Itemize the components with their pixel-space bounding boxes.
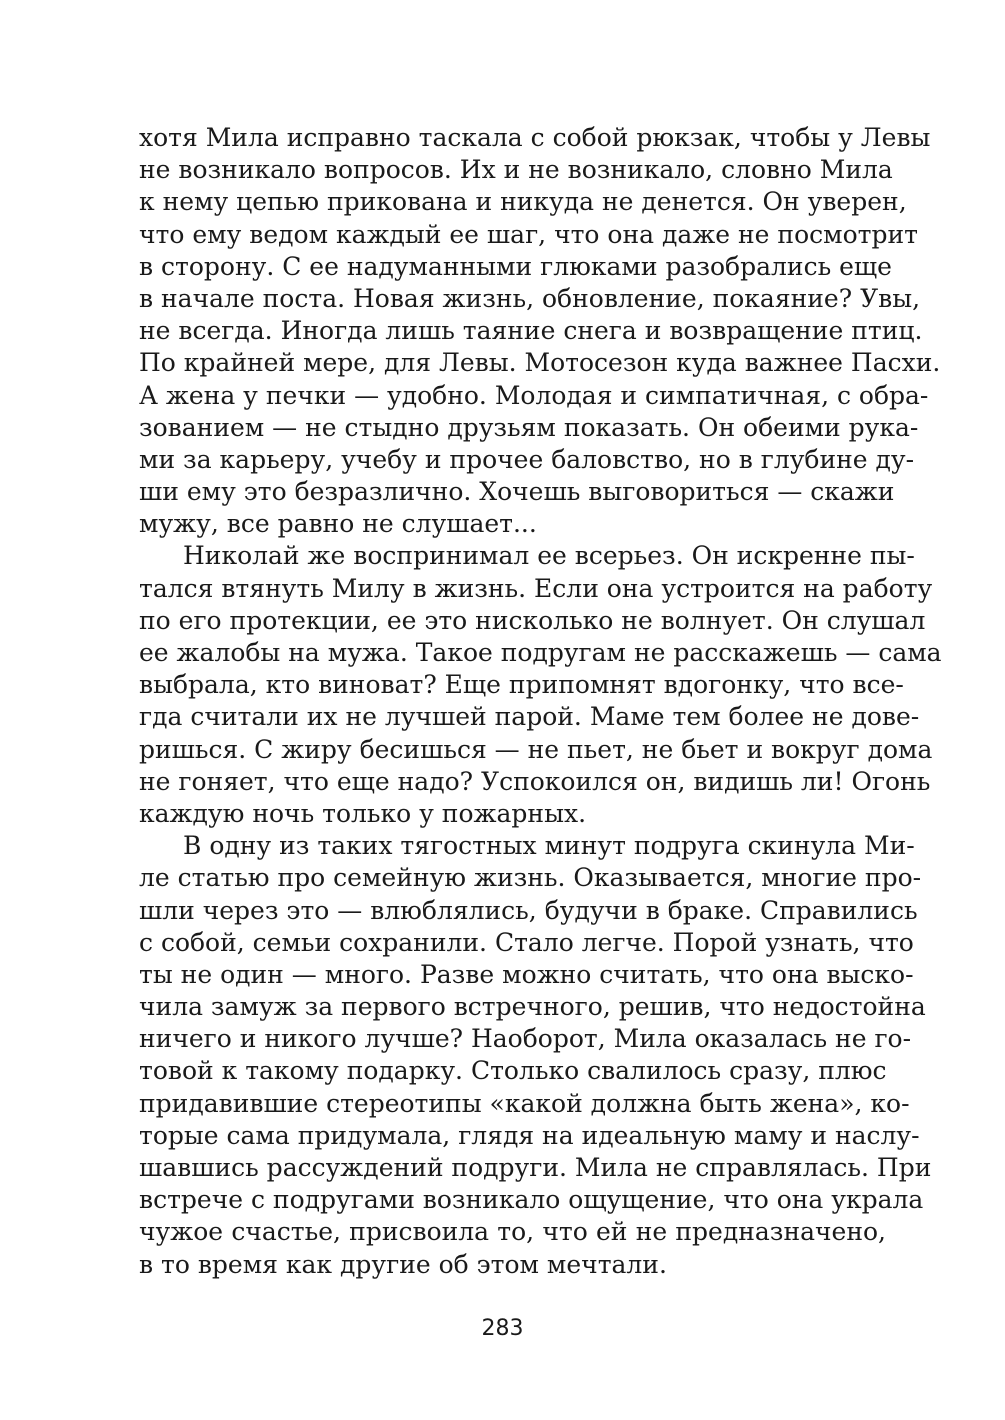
text-line: В одну из таких тягостных минут подруга скинула Ми- xyxy=(183,831,915,861)
text-line: не всегда. Иногда лишь таяние снега и возвращение птиц. xyxy=(139,316,923,346)
text-line: каждую ночь только у пожарных. xyxy=(139,798,587,828)
text-line: по его протекции, ее это нисколько не волнует. Он слушал xyxy=(139,605,926,635)
text-line: мужу, все равно не слушает... xyxy=(139,509,537,539)
paragraph xyxy=(139,122,941,540)
text-line: ришься. С жиру бесишься — не пьет, не бьет и вокруг дома xyxy=(139,734,933,764)
text-line: шавшись рассуждений подруги. Мила не справлялась. При xyxy=(139,1153,932,1182)
page-body xyxy=(139,122,942,1281)
text-line: ле статью про семейную жизнь. Оказывается, многие про- xyxy=(139,863,922,893)
text-line: зованием — не стыдно друзьям показать. Он обеими рука- xyxy=(139,412,919,442)
text-line: шли через это — влюблялись, будучи в браке. Справились xyxy=(139,895,918,925)
text-line: А жена у печки — удобно. Молодая и симпатичная, с обра- xyxy=(139,380,929,410)
paragraph xyxy=(139,830,932,1281)
text-line: встрече с подругами возникало ощущение, что она украла xyxy=(139,1185,924,1215)
text-line: хотя Мила исправно таскала с собой рюкзак, чтобы у Левы xyxy=(139,123,931,152)
text-line: ши ему это безразлично. Хочешь выговориться — скажи xyxy=(139,477,895,507)
text-line: ничего и никого лучше? Наоборот, Мила оказалась не го- xyxy=(139,1024,912,1054)
text-line: чила замуж за первого встречного, решив, что недостойна xyxy=(139,992,926,1022)
text-line: тался втянуть Милу в жизнь. Если она устроится на работу xyxy=(139,573,933,603)
text-line: что ему ведом каждый ее шаг, что она даже не посмотрит xyxy=(139,219,918,249)
text-line: гда считали их не лучшей парой. Маме тем более не дове- xyxy=(139,702,920,732)
text-line: в сторону. С ее надуманными глюками разобрались еще xyxy=(139,251,892,281)
text-line: не возникало вопросов. Их и не возникало, словно Мила xyxy=(139,155,893,185)
text-line: ми за карьеру, учебу и прочее баловство, но в глубине ду- xyxy=(139,444,915,474)
page-number: 283 xyxy=(481,1316,524,1341)
text-line: По крайней мере, для Левы. Мотосезон куда важнее Пасхи. xyxy=(139,348,941,378)
text-line: товой к такому подарку. Столько свалилось сразу, плюс xyxy=(139,1056,887,1086)
text-line: в то время как другие об этом мечтали. xyxy=(139,1249,667,1279)
paragraph xyxy=(139,540,942,830)
text-line: в начале поста. Новая жизнь, обновление, покаяние? Увы, xyxy=(139,283,921,313)
text-line: выбрала, кто виноват? Еще припомнят вдогонку, что все- xyxy=(139,670,904,700)
text-line: придавившие стереотипы «какой должна быть жена», ко- xyxy=(139,1088,910,1118)
text-line: чужое счастье, присвоила то, что ей не предназначено, xyxy=(139,1217,886,1247)
text-line: ты не один — много. Разве можно считать, что она выско- xyxy=(139,959,914,989)
text-line: с собой, семьи сохранили. Стало легче. Порой узнать, что xyxy=(139,927,914,957)
text-line: ее жалобы на мужа. Такое подругам не расскажешь — сама xyxy=(139,638,942,667)
text-line: к нему цепью прикована и никуда не денется. Он уверен, xyxy=(139,187,907,217)
text-line: не гоняет, что еще надо? Успокоился он, видишь ли! Огонь xyxy=(139,766,931,796)
text-line: торые сама придумала, глядя на идеальную маму и наслу- xyxy=(139,1120,920,1150)
text-line: Николай же воспринимал ее всерьез. Он искренне пы- xyxy=(183,541,915,571)
